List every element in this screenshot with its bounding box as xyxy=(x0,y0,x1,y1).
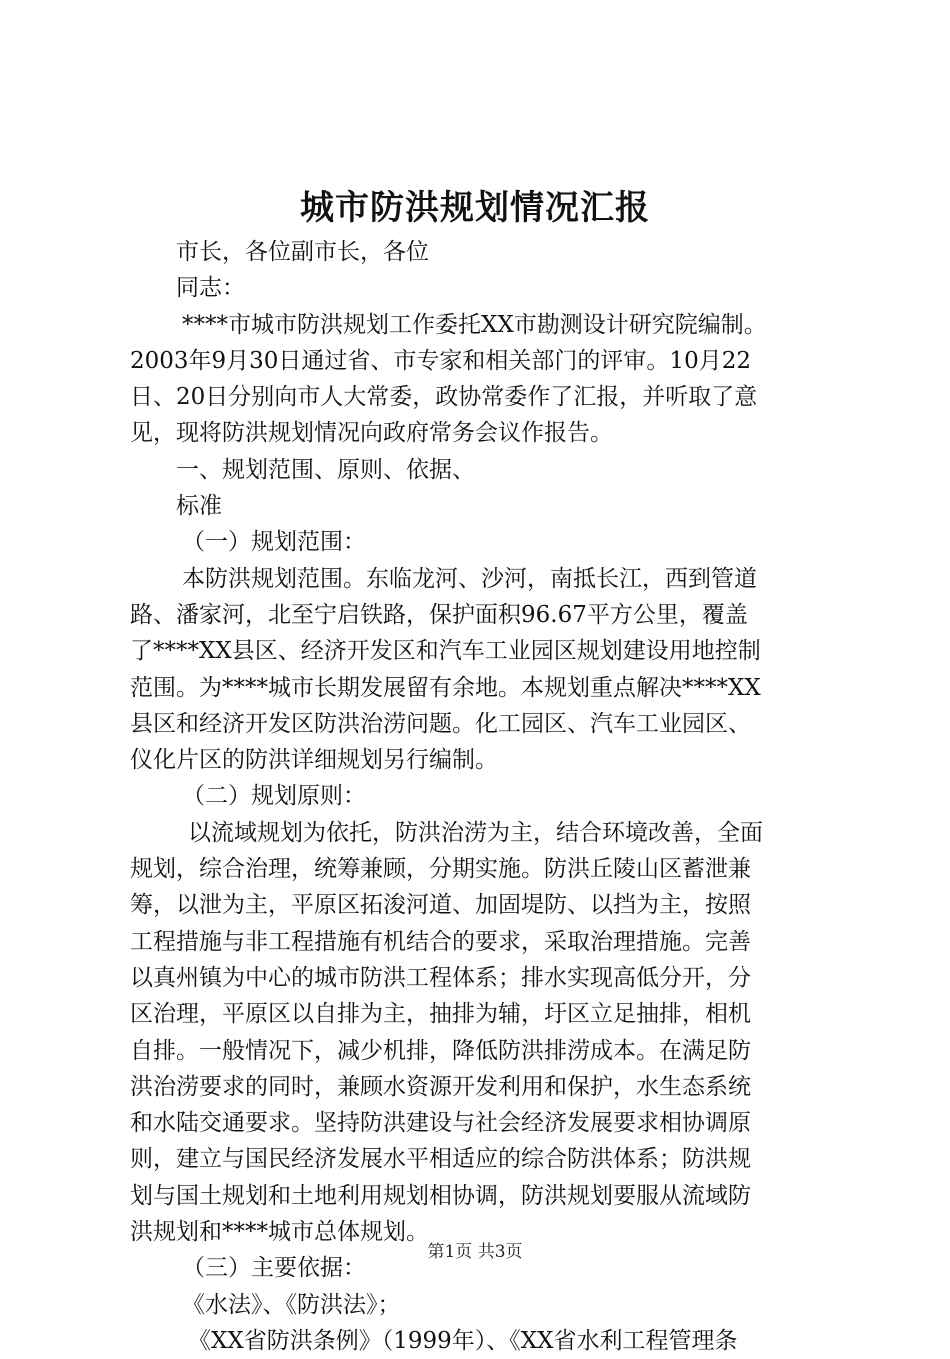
section-heading: 一、规划范围、原则、依据、 xyxy=(176,456,475,483)
subsection-heading: （三）主要依据： xyxy=(182,1255,366,1282)
paragraph-line: 自排。一般情况下，减少机排，降低防洪排涝成本。在满足防 xyxy=(130,1037,751,1064)
paragraph-line: 县区和经济开发区防洪治涝问题。化工园区、汽车工业园区、 xyxy=(130,710,751,737)
paragraph-line: 仪化片区的防洪详细规划另行编制。 xyxy=(130,747,498,774)
paragraph-line: 路、潘家河，北至宁启铁路，保护面积96.67平方公里，覆盖 xyxy=(130,601,748,628)
paragraph-line: 《水法》、《防洪法》； xyxy=(182,1291,401,1318)
paragraph-line: 洪治涝要求的同时，兼顾水资源开发利用和保护，水生态系统 xyxy=(130,1073,751,1100)
subsection-heading: （二）规划原则： xyxy=(182,783,366,810)
paragraph-line: 日、20日分别向市人大常委，政协常委作了汇报，并听取了意 xyxy=(130,384,758,411)
salutation-line: 同志： xyxy=(176,275,245,302)
paragraph-line: ****市城市防洪规划工作委托XX市勘测设计研究院编制。 xyxy=(182,311,767,338)
paragraph-line: 范围。为****城市长期发展留有余地。本规划重点解决****XX xyxy=(130,674,761,701)
paragraph-line: 本防洪规划范围。东临龙河、沙河，南抵长江，西到管道 xyxy=(182,565,757,592)
paragraph-line: 则，建立与国民经济发展水平相适应的综合防洪体系；防洪规 xyxy=(130,1146,751,1173)
paragraph-line: 区治理，平原区以自排为主，抽排为辅，圩区立足抽排，相机 xyxy=(130,1001,751,1028)
paragraph-line: 《XX省防洪条例》（1999年）、《XX省水利工程管理条 xyxy=(188,1327,738,1354)
section-heading: 标准 xyxy=(176,493,222,520)
page-footer: 第1页 共3页 xyxy=(427,1242,523,1262)
paragraph-line: 见，现将防洪规划情况向政府常务会议作报告。 xyxy=(130,420,613,447)
subsection-heading: （一）规划范围： xyxy=(182,529,366,556)
salutation-line: 市长，各位副市长，各位 xyxy=(176,239,429,265)
paragraph-line: 筹，以泄为主，平原区拓浚河道、加固堤防、以挡为主，按照 xyxy=(130,892,751,919)
paragraph-line: 洪规划和****城市总体规划。 xyxy=(130,1219,429,1246)
paragraph-line: 了****XX县区、经济开发区和汽车工业园区规划建设用地控制 xyxy=(130,638,761,665)
paragraph-line: 划与国土规划和土地利用规划相协调，防洪规划要服从流域防 xyxy=(130,1182,751,1209)
document-body xyxy=(130,234,830,1359)
paragraph-line: 和水陆交通要求。坚持防洪建设与社会经济发展要求相协调原 xyxy=(130,1110,751,1137)
paragraph-line: 工程措施与非工程措施有机结合的要求，采取治理措施。完善 xyxy=(130,928,751,955)
paragraph-line: 以真州镇为中心的城市防洪工程体系；排水实现高低分开，分 xyxy=(130,964,751,991)
document-title: 城市防洪规划情况汇报 xyxy=(300,188,650,228)
paragraph-line: 以流域规划为依托，防洪治涝为主，结合环境改善，全面 xyxy=(188,819,763,846)
paragraph-line: 规划，综合治理，统筹兼顾，分期实施。防洪丘陵山区蓄泄兼 xyxy=(130,856,751,883)
paragraph-line: 2003年9月30日通过省、市专家和相关部门的评审。10月22 xyxy=(130,347,751,374)
